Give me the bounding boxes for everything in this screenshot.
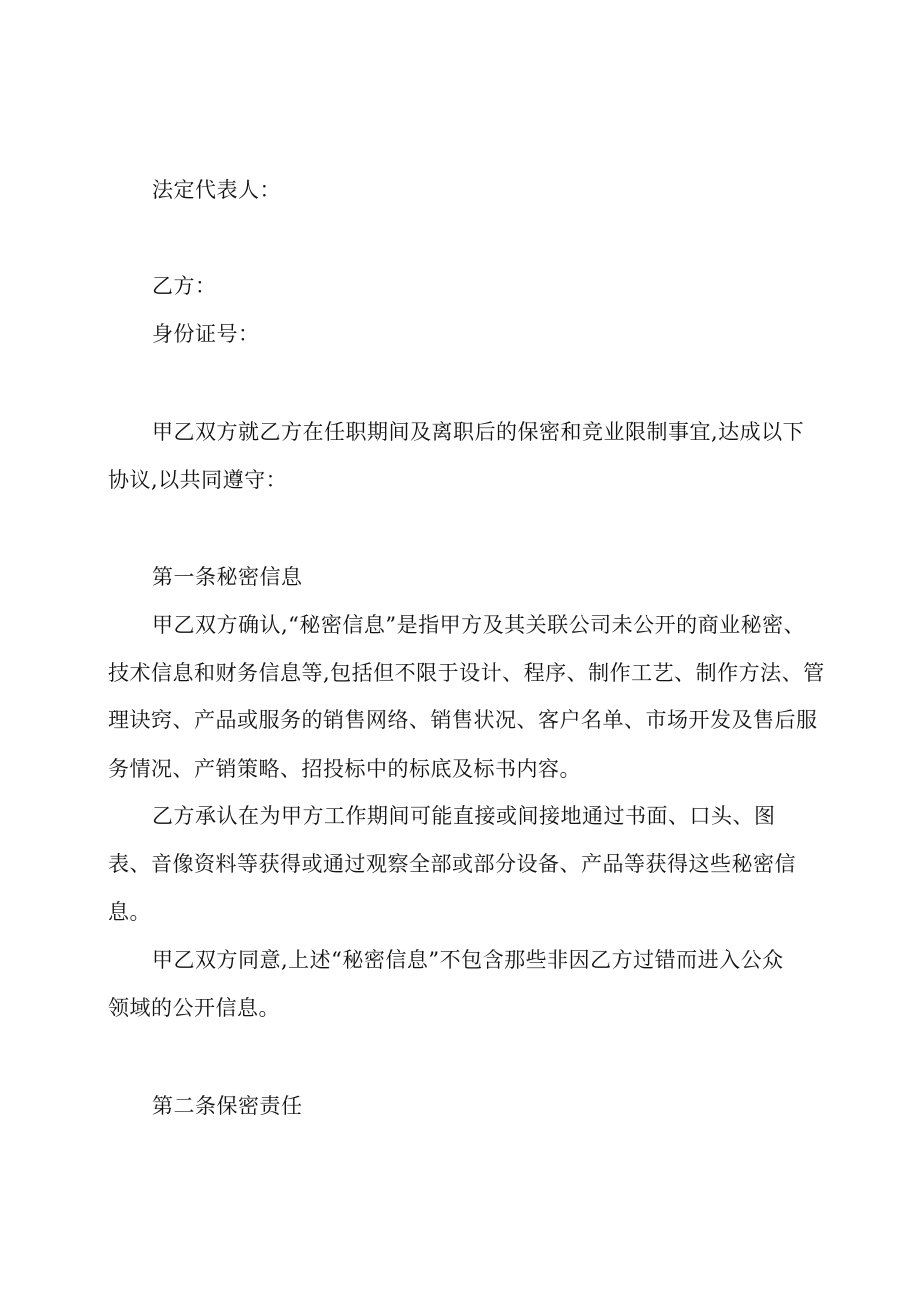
article1-p3-line-2: 领域的公开信息。 — [108, 996, 280, 1020]
article1-p1-line-1: 甲乙双方确认,“秘密信息”是指甲方及其关联公司未公开的商业秘密、 — [152, 613, 806, 637]
article1-p2-line-3: 息。 — [108, 900, 151, 924]
article2-title: 第二条保密责任 — [152, 1094, 303, 1118]
article1-p2-line-2: 表、音像资料等获得或通过观察全部或部分设备、产品等获得这些秘密信 — [108, 852, 796, 876]
id-number-field: 身份证号： — [152, 322, 260, 346]
article1-p2-line-1: 乙方承认在为甲方工作期间可能直接或间接地通过书面、口头、图 — [152, 804, 776, 828]
article1-p1-line-4: 务情况、产销策略、招投标中的标底及标书内容。 — [108, 757, 581, 781]
intro-line-1: 甲乙双方就乙方在任职期间及离职后的保密和竞业限制事宜,达成以下 — [152, 420, 805, 444]
intro-line-2: 协议,以共同遵守： — [108, 468, 288, 492]
article1-title: 第一条秘密信息 — [152, 565, 303, 589]
article1-p3-line-1: 甲乙双方同意,上述“秘密信息”不包含那些非因乙方过错而进入公众 — [152, 948, 784, 972]
legal-representative-field: 法定代表人： — [152, 178, 281, 202]
party-b-field: 乙方： — [152, 274, 217, 298]
article1-p1-line-2: 技术信息和财务信息等,包括但不限于设计、程序、制作工艺、制作方法、管 — [108, 661, 825, 685]
article1-p1-line-3: 理诀窍、产品或服务的销售网络、销售状况、客户名单、市场开发及售后服 — [108, 708, 818, 732]
